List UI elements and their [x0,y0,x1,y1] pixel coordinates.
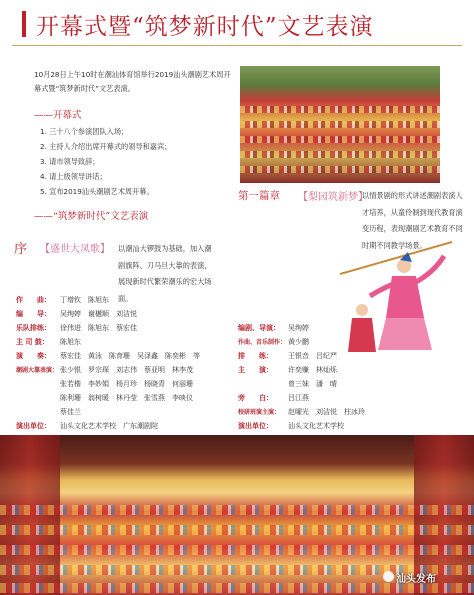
credit-label: 主 司 鼓： [16,338,49,346]
credit-label: 主 演： [238,366,273,374]
chapter1-label: 第一篇章 [238,190,280,202]
credit-value: 张若楷 李妙娟 杨月珍 杨晓青 何丽珊 [60,380,193,388]
opening-item: 3. 请市领导致辞； [40,157,100,166]
opening-heading: ——开幕式 [34,110,82,121]
dancer-figure-image [340,232,455,370]
credit-value: 王银音 吕纪严 [288,352,337,360]
credit-value: 赵曜光 刘洁悦 柱冰玲 [288,408,365,416]
credit-value: 黄少鹏 [288,338,309,346]
chapter1-name: 【梨园筑新梦】 [298,192,368,203]
opening-item: 4. 请上级领导讲话； [40,172,107,181]
credit-value: 吴绚婷 [288,324,309,332]
credit-value: 许奕赚 林灿烁 [288,366,337,374]
credit-label: 潮剧大靠表演： [16,367,59,374]
credit-label: 校研班演主演： [238,409,281,416]
credit-value: 汕头文化艺术学校 [288,422,344,430]
opening-item: 5. 宣布2019汕头潮剧艺术周开幕。 [40,187,154,196]
credit-label: 演出单位： [16,422,51,430]
prelude-name: 【盛世大凤歌】 [40,244,110,255]
prelude-desc-text: 以潮汕大锣鼓为基础，加入潮剧旗阵、刀马旦大靠的表演，展现新时代繁荣潮乐的宏大场面。 [118,244,212,303]
title-divider [12,45,462,46]
credit-label: 旁 白： [238,394,273,402]
prelude-description [118,241,218,307]
credit-value: 蔡宏佳 黄泳 陈育珊 吴泽鑫 陈奕彬 等 [60,352,200,360]
credit-value: 蔡佳兰 [60,408,81,416]
opening-group-photo [240,66,440,183]
opening-item: 1. 三十八个参演团队入场； [40,127,129,136]
credit-label: 编剧、导演： [238,324,280,332]
credit-label: 乐队排练： [16,324,51,332]
opening-item: 2. 主持人介绍出席开幕式的领导和嘉宾； [40,142,172,151]
credit-value: 吴绚婷 谢樾顺 刘洁悦 [60,310,137,318]
watermark-text: 汕头发布 [396,574,436,585]
credit-value: 陈利珊 翁树暖 林丹莹 张雪燕 李映仪 [60,394,193,402]
prelude-label: 序 [14,242,28,257]
credit-value: 陈旭东 [60,338,81,346]
credit-value: 张少银 罗宗琛 刘志伟 蔡亚明 林李茂 [60,366,193,374]
intro-paragraph: 10月28日上午10时在潮汕体育馆举行2019汕头潮剧艺术周开幕式暨“筑梦新时代”文艺表演。 [34,70,231,93]
credit-label: 演出单位： [238,422,273,430]
page-title: 开幕式暨“筑梦新时代”文艺表演 [36,14,374,40]
credit-label: 排 练： [238,352,273,360]
credit-value: 曾三妹 潘 晴 [288,380,337,388]
credit-value: 吕江燕 [288,394,309,402]
credit-label: 演 奏： [16,352,51,360]
credit-value: 丁增钦 陈旭东 [60,296,109,304]
performance-heading: ——“筑梦新时代”文艺表演 [34,211,149,222]
credit-label: 作 曲： [16,296,51,304]
credit-label: 作曲、音乐制作： [238,339,287,346]
credit-value: 汕头文化艺术学校 广东潮剧院 [60,422,158,430]
credit-label: 编 导： [16,310,51,318]
credit-value: 徐伟进 陈旭东 蔡宏佳 [60,324,137,332]
wechat-icon [383,571,394,582]
chapter1-desc-text: 以情景剧的形式讲述潮剧表演人才培养，从童伶制到现代教育演变历程，表现潮剧艺术教育不同时期不同教学场景。 [362,191,463,250]
title-accent-bar [22,11,26,37]
